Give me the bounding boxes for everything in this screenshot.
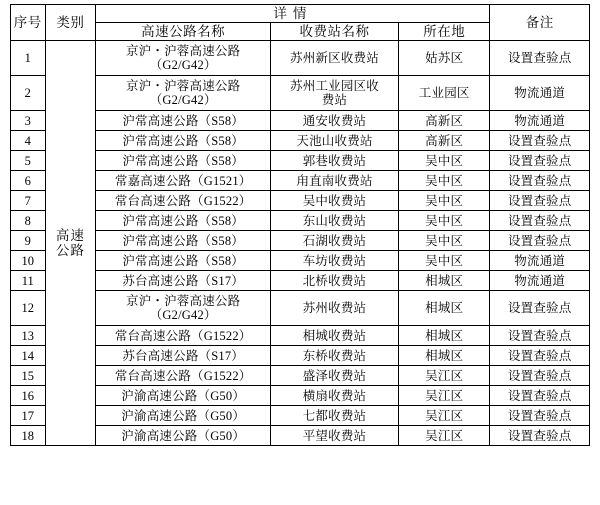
cell-road: 常台高速公路（G1522）: [96, 326, 271, 346]
header-note: 备注: [490, 5, 590, 41]
cell-seq: 16: [11, 386, 46, 406]
cell-area: 吴江区: [398, 426, 489, 446]
cell-seq: 9: [11, 231, 46, 251]
cell-road: 苏台高速公路（S17）: [96, 346, 271, 366]
cell-note: 设置查验点: [490, 41, 590, 76]
document-page: [0, 4, 600, 505]
cell-area: 吴中区: [398, 211, 489, 231]
table-row: [11, 131, 590, 151]
header-row-1: [11, 5, 590, 23]
cell-seq: 18: [11, 426, 46, 446]
cell-area: 吴中区: [398, 191, 489, 211]
cell-note: 设置查验点: [490, 406, 590, 426]
table-row: [11, 211, 590, 231]
table-row: [11, 366, 590, 386]
table-body: [11, 41, 590, 446]
cell-note: 设置查验点: [490, 191, 590, 211]
cell-road: 沪常高速公路（S58）: [96, 231, 271, 251]
table-row: [11, 41, 590, 76]
cell-road: 京沪・沪蓉高速公路 （G2/G42）: [96, 76, 271, 111]
cell-note: 设置查验点: [490, 326, 590, 346]
cell-note: 物流通道: [490, 111, 590, 131]
cell-seq: 12: [11, 291, 46, 326]
cell-area: 相城区: [398, 271, 489, 291]
cell-note: 设置查验点: [490, 366, 590, 386]
header-seq: 序号: [11, 5, 46, 41]
header-toll: 收费站名称: [271, 23, 399, 41]
cell-toll: 苏州工业园区收 费站: [271, 76, 399, 111]
cell-toll: 车坊收费站: [271, 251, 399, 271]
cell-road: 沪常高速公路（S58）: [96, 131, 271, 151]
cell-toll: 平望收费站: [271, 426, 399, 446]
cell-toll: 石湖收费站: [271, 231, 399, 251]
cell-toll: 横扇收费站: [271, 386, 399, 406]
cell-toll: 相城收费站: [271, 326, 399, 346]
header-road: 高速公路名称: [96, 23, 271, 41]
cell-category: 高速 公路: [45, 41, 96, 446]
cell-road: 沪渝高速公路（G50）: [96, 426, 271, 446]
table-row: [11, 426, 590, 446]
table-row: [11, 111, 590, 131]
cell-area: 高新区: [398, 131, 489, 151]
cell-seq: 3: [11, 111, 46, 131]
table-row: [11, 191, 590, 211]
cell-note: 物流通道: [490, 251, 590, 271]
cell-note: 物流通道: [490, 76, 590, 111]
table-row: [11, 346, 590, 366]
table-row: [11, 386, 590, 406]
cell-road: 沪常高速公路（S58）: [96, 111, 271, 131]
header-category: 类别: [45, 5, 96, 41]
cell-note: 设置查验点: [490, 426, 590, 446]
cell-seq: 7: [11, 191, 46, 211]
cell-road: 京沪・沪蓉高速公路 （G2/G42）: [96, 291, 271, 326]
cell-road: 常嘉高速公路（G1521）: [96, 171, 271, 191]
cell-road: 常台高速公路（G1522）: [96, 366, 271, 386]
cell-area: 吴中区: [398, 151, 489, 171]
cell-area: 相城区: [398, 326, 489, 346]
cell-area: 工业园区: [398, 76, 489, 111]
cell-toll: 七都收费站: [271, 406, 399, 426]
cell-note: 设置查验点: [490, 346, 590, 366]
cell-seq: 4: [11, 131, 46, 151]
cell-road: 沪常高速公路（S58）: [96, 251, 271, 271]
cell-seq: 1: [11, 41, 46, 76]
table-row: [11, 406, 590, 426]
cell-note: 设置查验点: [490, 171, 590, 191]
header-area: 所在地: [398, 23, 489, 41]
cell-note: 物流通道: [490, 271, 590, 291]
table-row: [11, 171, 590, 191]
cell-road: 苏台高速公路（S17）: [96, 271, 271, 291]
cell-road: 沪渝高速公路（G50）: [96, 406, 271, 426]
cell-area: 吴江区: [398, 386, 489, 406]
cell-seq: 2: [11, 76, 46, 111]
cell-toll: 东桥收费站: [271, 346, 399, 366]
cell-toll: 通安收费站: [271, 111, 399, 131]
cell-note: 设置查验点: [490, 291, 590, 326]
cell-note: 设置查验点: [490, 231, 590, 251]
cell-seq: 15: [11, 366, 46, 386]
table-head: [11, 5, 590, 41]
cell-area: 吴中区: [398, 251, 489, 271]
cell-seq: 5: [11, 151, 46, 171]
cell-road: 沪渝高速公路（G50）: [96, 386, 271, 406]
header-detail: 详情: [96, 5, 490, 23]
table-row: [11, 291, 590, 326]
cell-area: 吴中区: [398, 231, 489, 251]
cell-area: 相城区: [398, 291, 489, 326]
cell-road: 沪常高速公路（S58）: [96, 151, 271, 171]
table-row: [11, 251, 590, 271]
table-row: [11, 76, 590, 111]
table-row: [11, 231, 590, 251]
cell-area: 吴江区: [398, 406, 489, 426]
cell-seq: 8: [11, 211, 46, 231]
cell-toll: 吴中收费站: [271, 191, 399, 211]
cell-toll: 盛泽收费站: [271, 366, 399, 386]
cell-toll: 东山收费站: [271, 211, 399, 231]
cell-area: 相城区: [398, 346, 489, 366]
highway-checkpoint-table: [10, 4, 590, 446]
cell-toll: 郭巷收费站: [271, 151, 399, 171]
cell-toll: 天池山收费站: [271, 131, 399, 151]
table-row: [11, 326, 590, 346]
cell-seq: 6: [11, 171, 46, 191]
cell-seq: 17: [11, 406, 46, 426]
cell-note: 设置查验点: [490, 386, 590, 406]
cell-note: 设置查验点: [490, 151, 590, 171]
cell-seq: 11: [11, 271, 46, 291]
cell-area: 高新区: [398, 111, 489, 131]
cell-toll: 苏州新区收费站: [271, 41, 399, 76]
cell-seq: 13: [11, 326, 46, 346]
cell-toll: 甪直南收费站: [271, 171, 399, 191]
cell-seq: 10: [11, 251, 46, 271]
cell-toll: 北桥收费站: [271, 271, 399, 291]
cell-area: 姑苏区: [398, 41, 489, 76]
cell-road: 沪常高速公路（S58）: [96, 211, 271, 231]
cell-toll: 苏州收费站: [271, 291, 399, 326]
table-row: [11, 271, 590, 291]
cell-area: 吴江区: [398, 366, 489, 386]
cell-road: 常台高速公路（G1522）: [96, 191, 271, 211]
cell-seq: 14: [11, 346, 46, 366]
table-row: [11, 151, 590, 171]
cell-road: 京沪・沪蓉高速公路 （G2/G42）: [96, 41, 271, 76]
cell-note: 设置查验点: [490, 131, 590, 151]
cell-note: 设置查验点: [490, 211, 590, 231]
cell-area: 吴中区: [398, 171, 489, 191]
